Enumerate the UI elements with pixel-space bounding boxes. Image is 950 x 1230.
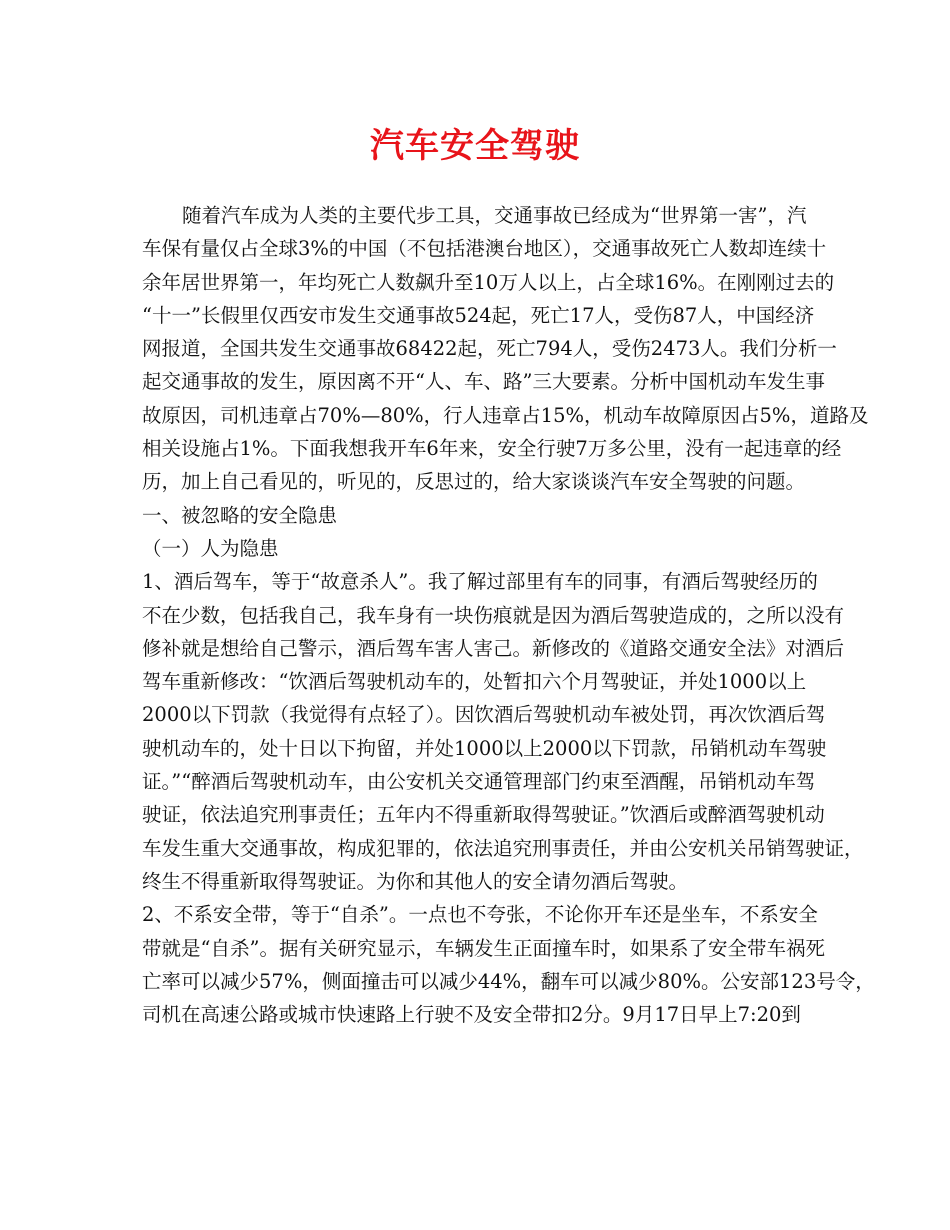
paragraph-line: 驶机动车的，处十日以下拘留，并处1000以上2000以下罚款，吊销机动车驾驶 — [142, 736, 827, 760]
subsection-heading: （一）人为隐患 — [142, 536, 279, 560]
document-body — [142, 199, 875, 1031]
paragraph-line: 不在少数，包括我自己，我车身有一块伤痕就是因为酒后驾驶造成的，之所以没有 — [142, 603, 845, 627]
paragraph-line: 终生不得重新取得驾驶证。为你和其他人的安全请勿酒后驾驶。 — [142, 869, 689, 893]
section-heading: 一、被忽略的安全隐患 — [142, 503, 338, 527]
paragraph-line: 随着汽车成为人类的主要代步工具，交通事故已经成为“世界第一害”，汽 — [182, 204, 807, 227]
paragraph-line: 故原因，司机违章占70%—80%，行人违章占15%，机动车故障原因占5%，道路及 — [142, 403, 869, 427]
paragraph-line: “十一”长假里仅西安市发生交通事故524起，死亡17人，受伤87人，中国经济 — [142, 303, 815, 327]
paragraph-line: 驶证，依法追究刑事责任；五年内不得重新取得驾驶证。”饮酒后或醉酒驾驶机动 — [142, 803, 825, 827]
paragraph-line: 网报道，全国共发生交通事故68422起，死亡794人，受伤2473人。我们分析一 — [142, 337, 837, 361]
paragraph-line: 车保有量仅占全球3%的中国（不包括港澳台地区），交通事故死亡人数却连续十 — [142, 237, 827, 261]
paragraph-line: 证。”“醉酒后驾驶机动车，由公安机关交通管理部门约束至酒醒，吊销机动车驾 — [142, 770, 816, 794]
paragraph-line: 亡率可以减少57%，侧面撞击可以减少44%，翻车可以减少80%。公安部123号令， — [142, 969, 875, 993]
paragraph-line: 车发生重大交通事故，构成犯罪的，依法追究刑事责任，并由公安机关吊销驾驶证， — [142, 836, 864, 860]
paragraph-line: 起交通事故的发生，原因离不开“人、车、路”三大要素。分析中国机动车发生事 — [142, 370, 825, 394]
paragraph-line: 修补就是想给自己警示，酒后驾车害人害己。新修改的《道路交通安全法》对酒后 — [142, 636, 845, 660]
paragraph-line: 2000以下罚款（我觉得有点轻了）。因饮酒后驾驶机动车被处罚，再次饮酒后驾 — [142, 703, 826, 727]
paragraph-line: 相关设施占1%。下面我想我开车6年来，安全行驶7万多公里，没有一起违章的经 — [142, 437, 842, 461]
paragraph-line: 历，加上自己看见的，听见的，反思过的，给大家谈谈汽车安全驾驶的问题。 — [142, 470, 806, 494]
paragraph-line: 余年居世界第一，年均死亡人数飙升至10万人以上，占全球16%。在刚刚过去的 — [142, 270, 835, 294]
paragraph-line: 2、不系安全带，等于“自杀”。一点也不夸张，不论你开车还是坐车，不系安全 — [142, 903, 818, 927]
paragraph-line: 1、酒后驾车，等于“故意杀人”。我了解过部里有车的同事，有酒后驾驶经历的 — [142, 570, 818, 594]
paragraph-line: 司机在高速公路或城市快速路上行驶不及安全带扣2分。9月17日早上7:20到 — [142, 1003, 801, 1027]
paragraph-line: 带就是“自杀”。据有关研究显示，车辆发生正面撞车时，如果系了安全带车祸死 — [142, 936, 825, 960]
paragraph-line: 驾车重新修改：“饮酒后驾驶机动车的，处暂扣六个月驾驶证，并处1000以上 — [142, 670, 807, 694]
document-title: 汽车安全驾驶 — [370, 126, 580, 166]
